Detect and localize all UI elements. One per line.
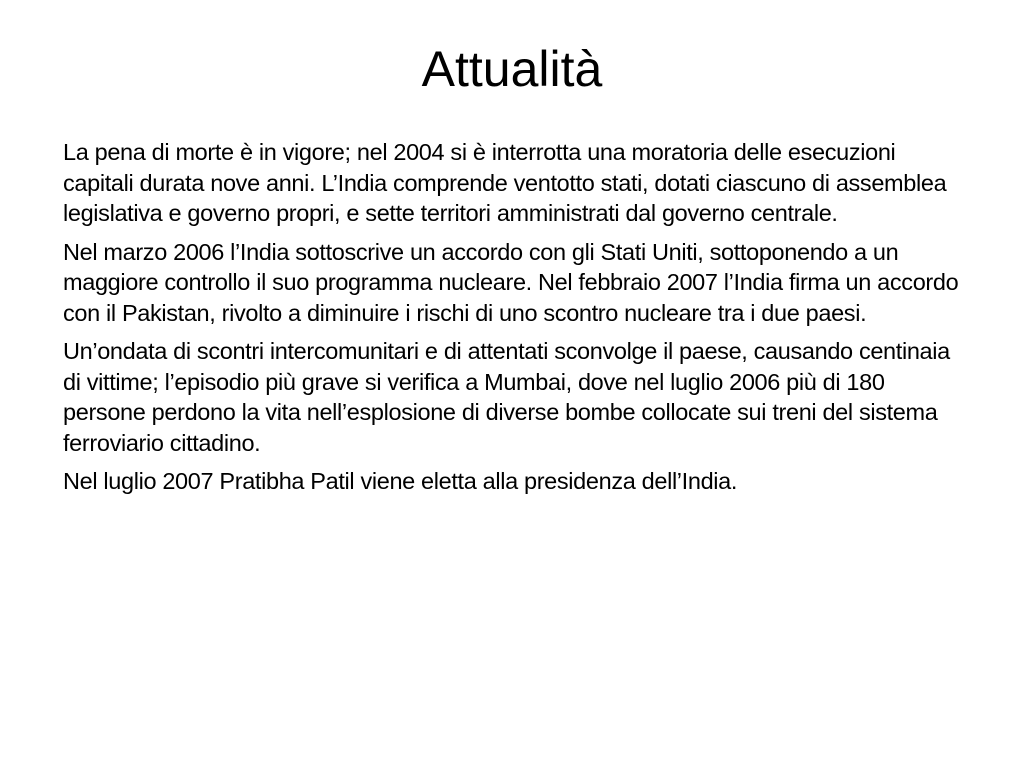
paragraph-presidency: Nel luglio 2007 Pratibha Patil viene eletta alla presidenza dell’India. (63, 468, 738, 494)
paragraph-attacks: Un’ondata di scontri intercomunitari e di attentati sconvolge il paese, causando centinaia di vittime; l’episodio più grave si verifica a Mumbai, dove nel luglio 2006 più di 180 persone perdono la vita nell’esplosione di diverse bombe collocate sui treni del sistema ferroviario cittadino. (63, 338, 950, 456)
paragraph-death-penalty: La pena di morte è in vigore; nel 2004 si è interrotta una moratoria delle esecuzioni capitali durata nove anni. L’India comprende ventotto stati, dotati ciascuno di assemblea legislativa e governo propri, e sette territori amministrati dal governo centrale. (63, 139, 947, 226)
slide-body (63, 137, 969, 505)
slide-title: Attualità (421, 41, 603, 97)
paragraph-nuclear-agreements: Nel marzo 2006 l’India sottoscrive un accordo con gli Stati Uniti, sottoponendo a un maggiore controllo il suo programma nucleare. Nel febbraio 2007 l’India firma un accordo con il Pakistan, rivolto a diminuire i rischi di uno scontro nucleare tra i due paesi. (63, 238, 959, 326)
